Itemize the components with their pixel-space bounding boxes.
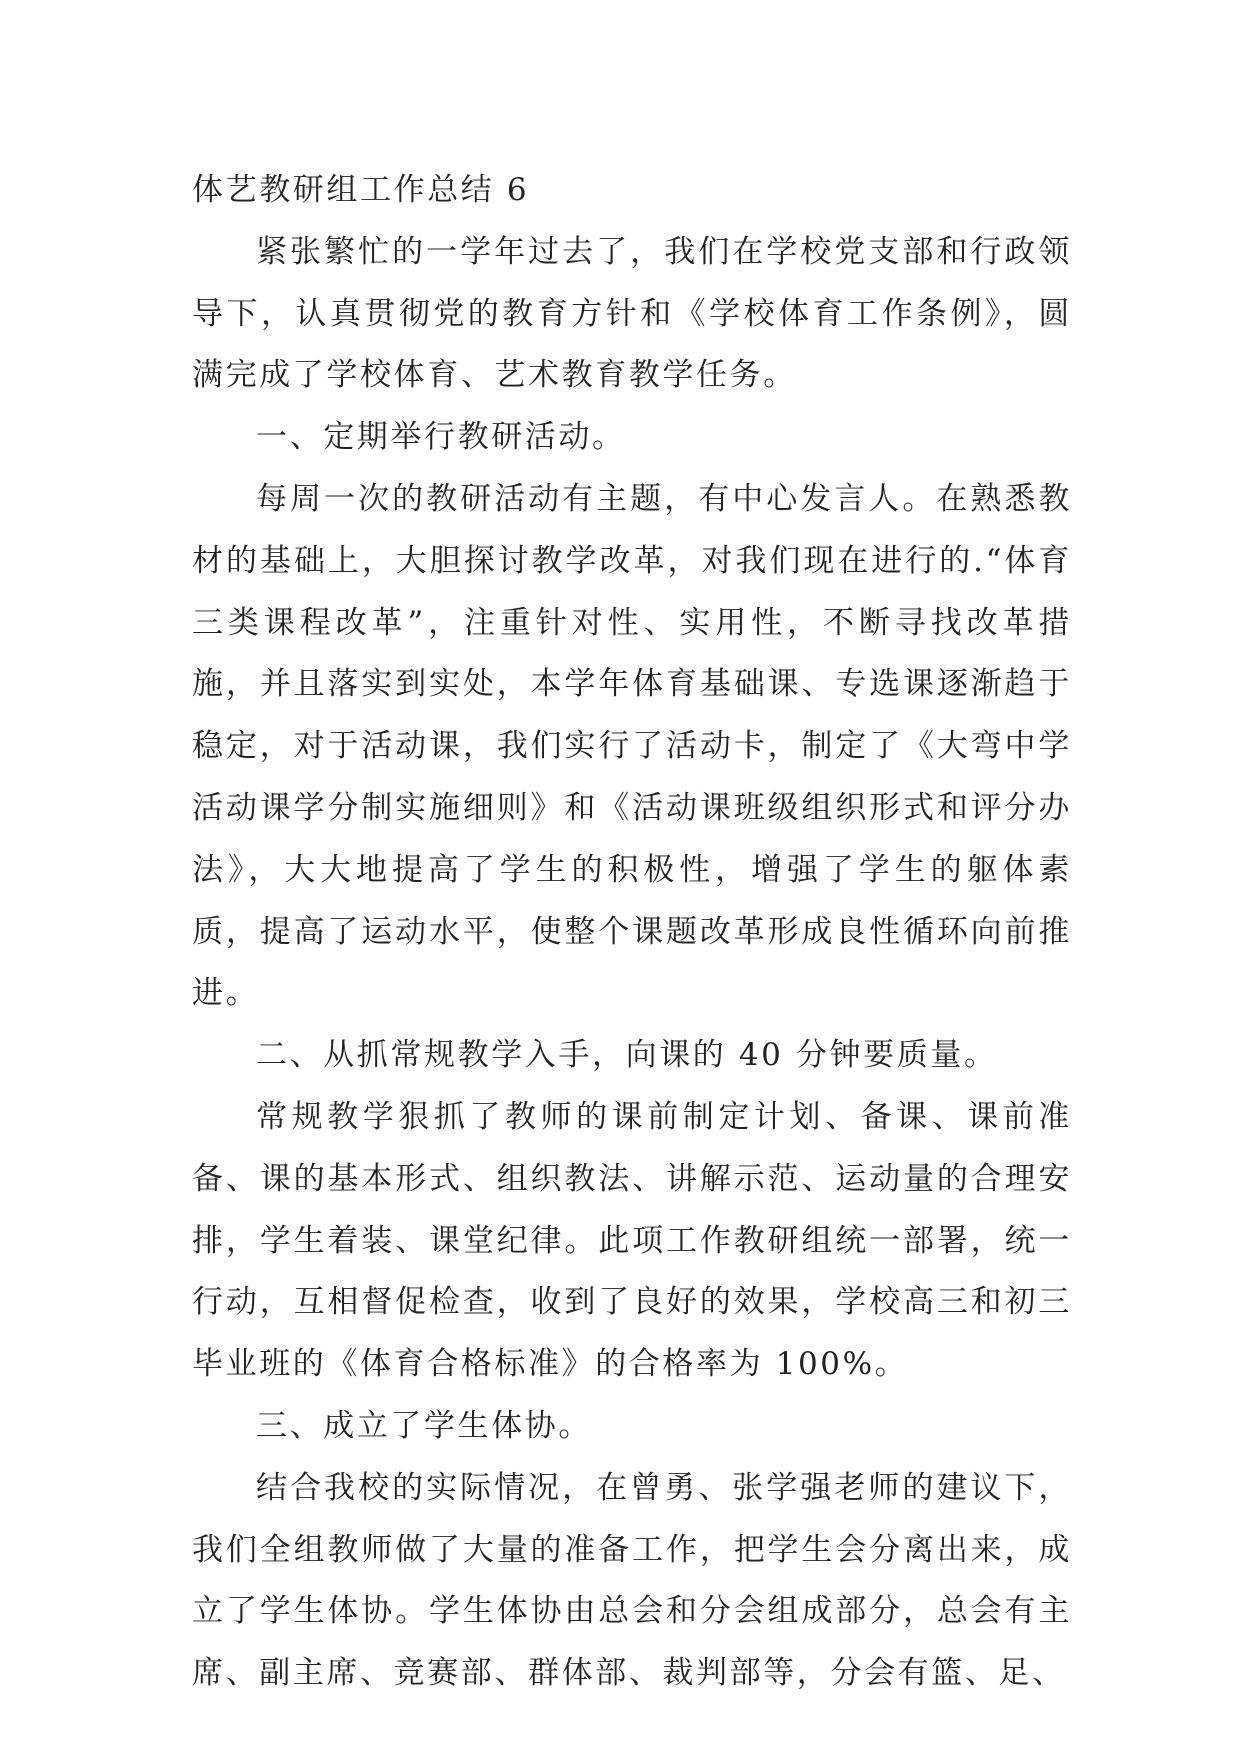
paragraph-section-1: 每周一次的教研活动有主题，有中心发言人。在熟悉教材的基础上，大胆探讨教学改革，对我们现在进行的.“体育三类课程改革”，注重针对性、实用性，不断寻找改革措施，并且落实到实处，本学年体育基础课、专选课逐渐趋于稳定，对于活动课，我们实行了活动卡，制定了《大弯中学活动课学分制实施细则》和《活动课班级组织形式和评分办法》，大大地提高了学生的积极性，增强了学生的躯体素质，提高了运动水平，使整个课题改革形成良性循环向前推进。 <box>192 480 1072 1012</box>
paragraph-section-3: 结合我校的实际情况，在曾勇、张学强老师的建议下，我们全组教师做了大量的准备工作，把学生会分离出来，成立了学生体协。学生体协由总会和分会组成部分，总会有主席、副主席、竞赛部、群体部、裁判部等，分会有篮、足、 <box>192 1469 1072 1692</box>
section-heading-1: 一、定期举行教研活动。 <box>256 419 626 456</box>
paragraph-section-2: 常规教学狠抓了教师的课前制定计划、备课、课前准备、课的基本形式、组织教法、讲解示范、运动量的合理安排，学生着装、课堂纪律。此项工作教研组统一部署，统一行动，互相督促检查，收到了良好的效果，学校高三和初三毕业班的《体育合格标准》的合格率为 100%。 <box>192 1098 1072 1383</box>
section-heading-3: 三、成立了学生体协。 <box>256 1407 592 1444</box>
document-title: 体艺教研组工作总结 6 <box>192 172 530 208</box>
document-body <box>192 160 1072 1705</box>
paragraph-intro: 紧张繁忙的一学年过去了，我们在学校党支部和行政领导下，认真贯彻党的教育方针和《学校体育工作条例》，圆满完成了学校体育、艺术教育教学任务。 <box>192 233 1072 394</box>
section-heading-2: 二、从抓常规教学入手，向课的 40 分钟要质量。 <box>256 1037 998 1074</box>
